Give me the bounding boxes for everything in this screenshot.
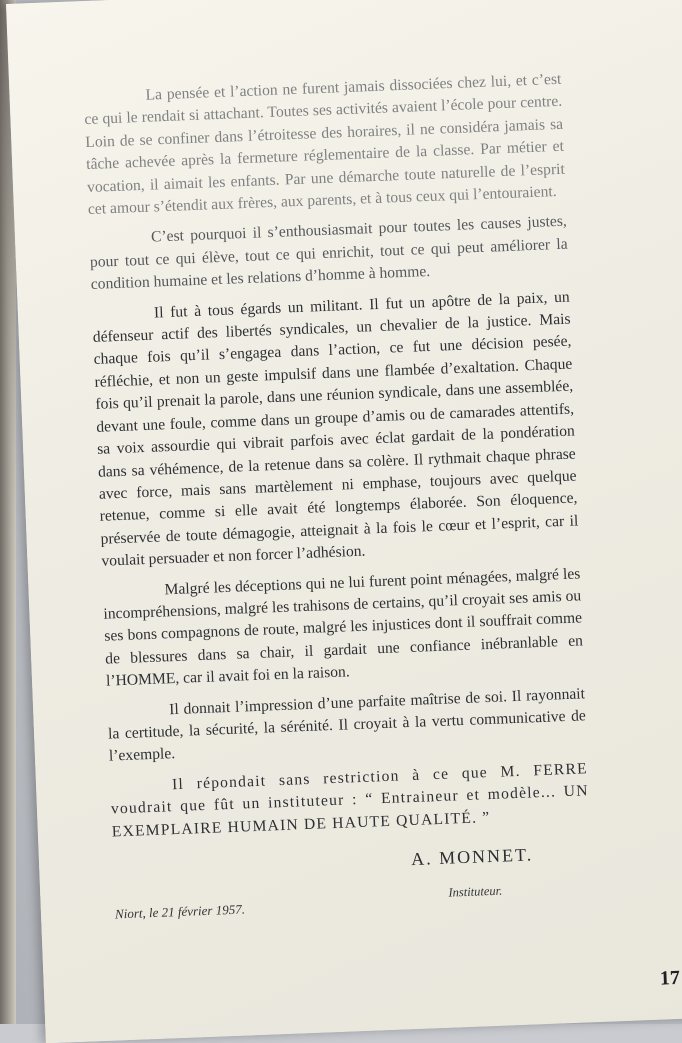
author-role: Instituteur. [448, 883, 503, 900]
page-number: 17 [659, 966, 681, 990]
paragraph-5: Il donnait l’impression d’une parfaite maîtrise de soi. Il rayonnait la certitude, la sécurité, la sérénité. Il croyait à la vertu communicative de l’exemple. [107, 684, 587, 765]
book-page [6, 0, 682, 1043]
place-date: Niort, le 21 février 1957. [114, 901, 246, 922]
paragraph-1: La pensée et l’action ne furent jamais dissociées chez lui, et c’est ce qui le rendait si attachant. Toutes ses activités avaient l’école pour centre. Loin de se confiner dans l’étroitesse des horaires, il ne considéra jamais sa tâche achevée après la fermeture réglementaire de la classe. Par métier et vocation, il aimait les enfants. Par une démarche toute naturelle de l’esprit cet amour s’étendit aux frères, aux parents, et à tous ceux qui l’entouraient. [84, 70, 566, 219]
body-text [83, 69, 590, 852]
paragraph-3: Il fut à tous égards un militant. Il fut un apôtre de la paix, un défenseur actif des libertés syndicales, un chevalier de la justice. Mais chaque fois qu’il s’engagea dans l’action, ce fut une décision pesée, réfléchie, et non un geste impulsif dans une flambée d’exaltation. Chaque fois qu’il prenait la parole, dans une réunion syndicale, dans une assemblée, devant une foule, comme dans un groupe d’amis ou de camarades attentifs, sa voix assourdie qui vibrait parfois avec éclat gardait de la pondération dans sa véhémence, de la retenue dans sa colère. Il rythmait chaque phrase avec force, mais sans martèlement ni emphase, toujours avec quelque retenue, comme si elle avait été longtemps élaborée. Son éloquence, préservée de toute démagogie, atteignait à la fois le cœur et l’esprit, car il voulait persuader et non forcer l’adhésion. [92, 288, 579, 570]
paragraph-4: Malgré les déceptions qui ne lui furent point ménagées, malgré les incompréhensions, malgré les trahisons de certains, qu’il croyait ses amis ou ses bons compagnons de route, malgré les injustices dont il souffrait comme de blessures dans sa chair, il gardait une confiance inébranlable en l’HOMME, car il avait foi en la raison. [103, 564, 584, 690]
author-signature: A. MONNET. [410, 844, 534, 870]
paragraph-6: Il répondait sans restriction à ce que M. FERRE voudrait que fût un instituteur : “ Entraineur et modèle... UN EXEMPLAIRE HUMAIN DE HAUTE QUALITÉ. ” [110, 760, 589, 841]
paragraph-2: C’est pourquoi il s’enthousiasmait pour toutes les causes justes, pour tout ce qui élève, tout ce qui enrichit, tout ce qui peut améliorer la condition humaine et les relations d’homme à homme. [89, 213, 568, 294]
